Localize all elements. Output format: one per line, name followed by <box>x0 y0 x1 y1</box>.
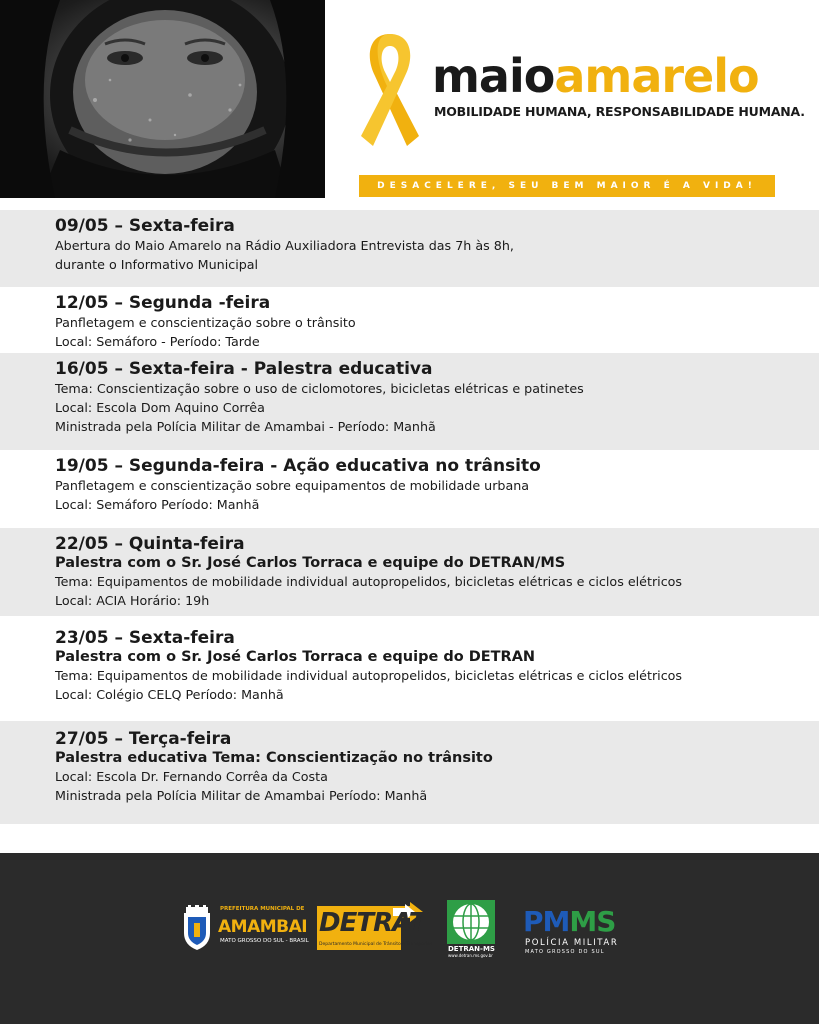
motorcyclist-helmet-photo <box>0 0 325 198</box>
event-date: 19/05 – Segunda-feira - Ação educativa no trânsito <box>55 456 541 476</box>
yellow-ribbon-icon <box>357 28 423 152</box>
event-date: 27/05 – Terça-feira <box>55 729 232 749</box>
event-item <box>0 616 819 721</box>
detrat-name: DETRAT <box>319 908 426 938</box>
event-item <box>0 210 819 287</box>
campaign-title <box>432 48 759 104</box>
event-date: 23/05 – Sexta-feira <box>55 628 235 648</box>
event-line: Panfletagem e conscientização sobre o trânsito <box>55 315 356 330</box>
detrat-small-text: Departamento Municipal de Trânsito e Transportes <box>319 942 433 947</box>
amambai-logo <box>180 903 310 953</box>
amambai-small-text: PREFEITURA MUNICIPAL DE <box>220 906 305 912</box>
detran-ms-url: www.detran.ms.gov.br <box>448 953 493 958</box>
pmms-logo <box>523 905 628 957</box>
event-line: Ministrada pela Polícia Militar de Amambai - Período: Manhã <box>55 419 436 434</box>
event-line: Abertura do Maio Amarelo na Rádio Auxiliadora Entrevista das 7h às 8h, <box>55 238 514 253</box>
detran-ms-name: DETRAN-MS <box>448 945 495 953</box>
detran-ms-logo <box>445 900 497 958</box>
detrat-logo <box>315 902 433 954</box>
pmms-subtitle: POLÍCIA MILITAR <box>525 938 619 948</box>
event-item <box>0 287 819 353</box>
event-item <box>0 450 819 528</box>
amambai-name: AMAMBAI <box>218 917 308 937</box>
detran-ms-globe-logo <box>445 900 497 946</box>
event-line: Ministrada pela Polícia Militar de Amambai Período: Manhã <box>55 788 428 803</box>
event-line: durante o Informativo Municipal <box>55 257 259 272</box>
event-line: Local: Escola Dr. Fernando Corrêa da Costa <box>55 769 328 784</box>
event-item <box>0 528 819 616</box>
event-line: Panfletagem e conscientização sobre equipamentos de mobilidade urbana <box>55 478 530 493</box>
pmms-wordmark <box>523 905 615 938</box>
title-part-amarelo: amarelo <box>554 49 759 103</box>
slogan-banner: DESACELERE, SEU BEM MAIOR É A VIDA! <box>359 175 775 197</box>
event-line: Local: Escola Dom Aquino Corrêa <box>55 400 265 415</box>
event-date: 16/05 – Sexta-feira - Palestra educativa <box>55 359 433 379</box>
title-part-maio: maio <box>432 49 555 103</box>
event-date: 09/05 – Sexta-feira <box>55 216 235 236</box>
event-subtitle: Palestra com o Sr. José Carlos Torraca e equipe do DETRAN <box>55 649 536 665</box>
event-line: Local: Colégio CELQ Período: Manhã <box>55 687 284 702</box>
amambai-state: MATO GROSSO DO SUL - BRASIL <box>220 938 309 944</box>
pmms-state: MATO GROSSO DO SUL <box>525 949 605 955</box>
amambai-coat-of-arms-icon <box>180 905 214 951</box>
event-line: Tema: Equipamentos de mobilidade individual autopropelidos, bicicletas elétricas e ciclos elétricos <box>55 668 683 683</box>
event-line: Local: Semáforo - Período: Tarde <box>55 334 260 349</box>
event-line: Local: Semáforo Período: Manhã <box>55 497 260 512</box>
event-subtitle: Palestra com o Sr. José Carlos Torraca e equipe do DETRAN/MS <box>55 555 566 571</box>
pmms-pm: PM <box>523 905 570 938</box>
pmms-ms: MS <box>569 905 616 938</box>
event-subtitle: Palestra educativa Tema: Conscientização no trânsito <box>55 750 493 766</box>
event-line: Tema: Conscientização sobre o uso de ciclomotores, bicicletas elétricas e patinetes <box>55 381 584 396</box>
event-line: Local: ACIA Horário: 19h <box>55 593 210 608</box>
event-date: 12/05 – Segunda -feira <box>55 293 271 313</box>
event-item <box>0 721 819 824</box>
event-item <box>0 353 819 450</box>
event-line: Tema: Equipamentos de mobilidade individual autopropelidos, bicicletas elétricas e ciclos elétricos <box>55 574 683 589</box>
campaign-subtitle: MOBILIDADE HUMANA, RESPONSABILIDADE HUMANA. <box>434 104 805 119</box>
event-date: 22/05 – Quinta-feira <box>55 534 245 554</box>
